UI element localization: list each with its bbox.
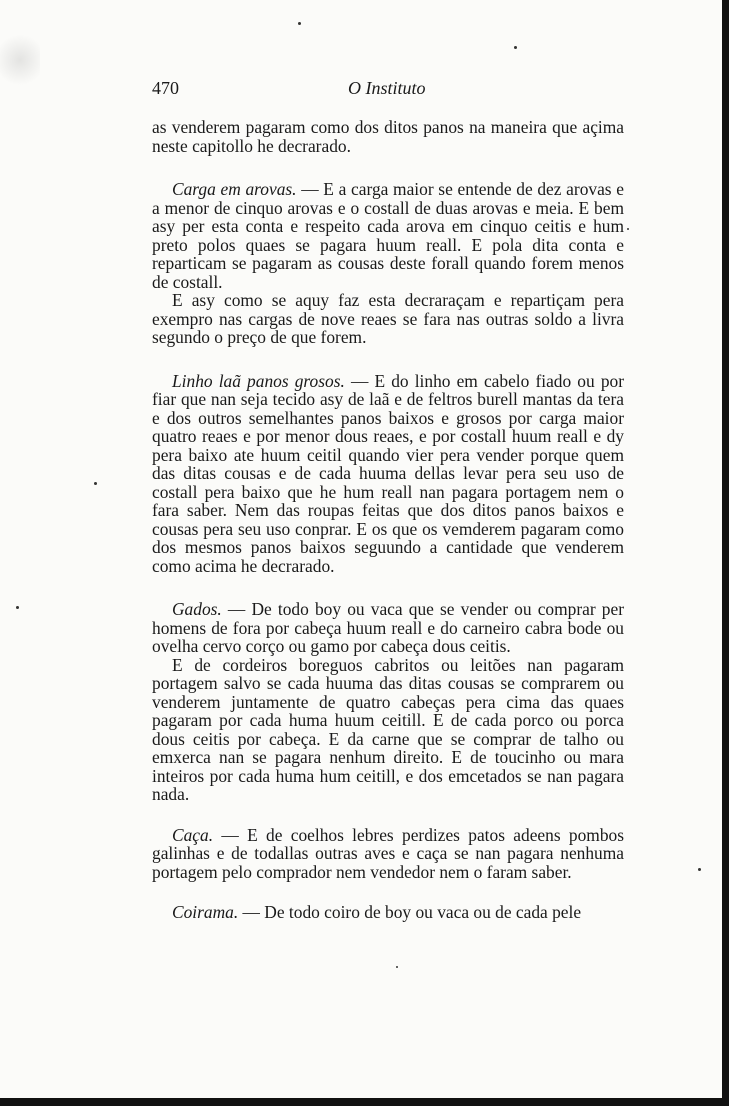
scan-spot [298,22,301,25]
section-term: Carga em arovas. [172,179,297,199]
running-title: O Instituto [348,78,426,98]
paragraph [152,903,624,922]
section-term: Caça. [172,824,214,845]
paragraph-gap [152,155,624,180]
page-number: 470 [152,78,179,98]
paragraph [152,372,624,576]
page-header [152,78,624,104]
paragraph-text: — E a carga maior se entende de dez arovas e a menor de cinquo arovas e o costall de duas arovas e meia. E bem asy per esta conta e respeito cada arova em cinquo ceitis e hum preto polos quaes se pagara huum reall. E pola dita conta e reparticam se pagaram as cousas deste forall quando forem menos de costall. [152,179,624,292]
paragraph-text: — De todo boy ou vaca que se vender ou comprar per homens de fora por cabeça huum reall e do carneiro cabra bode ou ovelha cervo corço ou gamo por cabeça dous ceitis. [152,599,624,656]
paragraph-text: as venderem pagaram como dos ditos panos na maneira que açima neste capitollo he decrarado. [152,117,624,156]
scan-spot [514,46,517,49]
paragraph-gap [152,804,624,826]
section-term: Coirama. [172,902,239,922]
paragraph [152,291,624,347]
scan-spot [94,482,97,485]
paragraph-gap [152,575,624,600]
scan-spot [698,868,701,871]
scan-spot [16,606,19,609]
paragraph-gap [152,347,624,372]
paragraph [152,180,624,291]
paragraph [152,826,624,882]
paragraph-text: E de cordeiros boreguos cabritos ou leitões nan pagaram portagem salvo se cada huuma das ditas cousas se comprarem ou venderem juntamente de quatro cabeças pera cima das quaes pagaram por cada huma huum ceitill. E de cada porco ou porca dous ceitis por cabeça. E da carne que se comprar de talho ou emxerca nan se pagara nenhum direito. E de toucinho ou mara inteiros por cada huma hum ceitill, e dos emcetados se nan pagara nada. [152,654,624,804]
paragraph-text: E asy como se aquy faz esta decraraçam e repartiçam pera exempro nas cargas de nove reaes se fara nas outras soldo a livra segundo o preço de que forem. [152,290,624,347]
section-term: Linho laã panos grosos. [172,370,345,391]
paragraph [152,118,624,155]
paragraph [152,656,624,804]
paragraph-text: — De todo coiro de boy ou vaca ou de cada pele [238,902,582,922]
body-text [152,118,624,922]
paragraph [152,600,624,656]
paragraph-gap [152,881,624,903]
scan-noise [0,30,40,90]
section-term: Gados. [172,599,222,619]
paragraph-text: — E de coelhos lebres perdizes patos adeens pombos galinhas e de todallas outras aves e caça se nan pagara nenhuma portagem pelo comprador nem vendedor nem o faram saber. [152,824,624,882]
scan-spot [396,966,398,968]
paragraph-text: — E do linho em cabelo fiado ou por fiar que nan seja tecido asy de laã e de feltros burell mantas da tera e dos outros semelhantes panos baixos e grosos por carga maior quatro reaes e por menor dous reaes, e por costall huum reall e dy pera baixo ate huum ceitil quando vier pera vender porque quem das ditas cousas e de cada huuma dellas levar pera seu uso de costall pera baixo que he hum reall nan pagara portagem nem o fara saber. Nem das roupas feitas que dos ditos panos baixos e cousas pera seu uso conprar. E os que os vemderem pagaram como dos mesmos panos baixos seguundo a cantidade que venderem como acima he decrarado. [152,370,625,576]
scan-spot [627,228,629,230]
